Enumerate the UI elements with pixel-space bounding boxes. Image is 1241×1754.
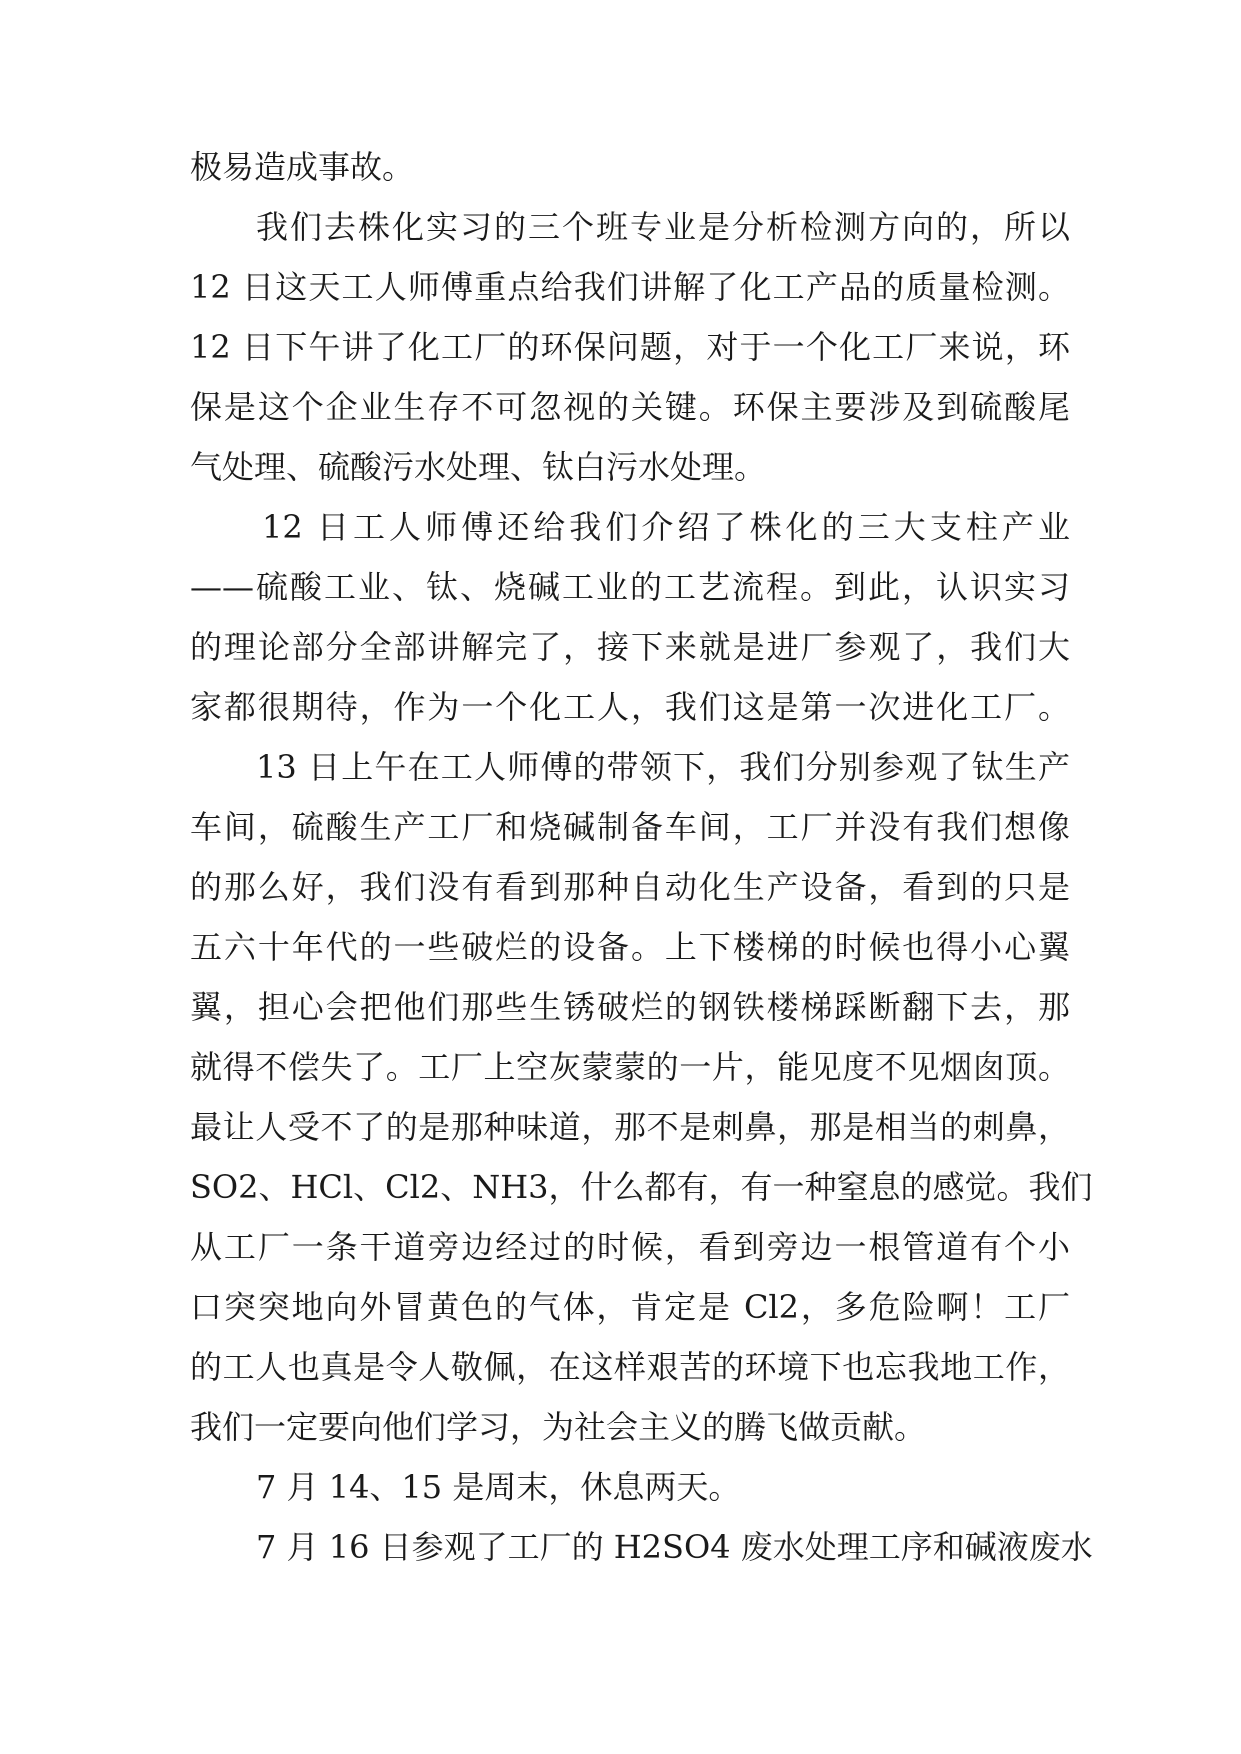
text-line-24: 7 月 16 日参观了工厂的 H2SO4 废水处理工序和碱液废水 xyxy=(256,1528,1093,1566)
text-line-20: 口突突地向外冒黄色的气体，肯定是 Cl2，多危险啊！工厂 xyxy=(190,1288,1070,1326)
text-line-10: 家都很期待，作为一个化工人，我们这是第一次进化工厂。 xyxy=(190,688,1070,726)
text-line-17: 最让人受不了的是那种味道，那不是刺鼻，那是相当的刺鼻， xyxy=(190,1108,1070,1146)
text-line-7: 12 日工人师傅还给我们介绍了株化的三大支柱产业 xyxy=(262,508,1070,546)
text-line-19: 从工厂一条干道旁边经过的时候，看到旁边一根管道有个小 xyxy=(190,1228,1070,1266)
text-line-13: 的那么好，我们没有看到那种自动化生产设备，看到的只是 xyxy=(190,868,1070,906)
text-line-3: 12 日这天工人师傅重点给我们讲解了化工产品的质量检测。 xyxy=(190,268,1070,306)
text-line-23: 7 月 14、15 是周末，休息两天。 xyxy=(256,1468,741,1506)
text-line-4: 12 日下午讲了化工厂的环保问题，对于一个化工厂来说，环 xyxy=(190,328,1070,366)
text-line-12: 车间，硫酸生产工厂和烧碱制备车间，工厂并没有我们想像 xyxy=(190,808,1070,846)
text-line-18: SO2、HCl、Cl2、NH3，什么都有，有一种窒息的感觉。我们 xyxy=(190,1168,1093,1206)
text-line-16: 就得不偿失了。工厂上空灰蒙蒙的一片，能见度不见烟囱顶。 xyxy=(190,1048,1070,1086)
text-line-6: 气处理、硫酸污水处理、钛白污水处理。 xyxy=(190,448,767,486)
text-line-21: 的工人也真是令人敬佩，在这样艰苦的环境下也忘我地工作， xyxy=(190,1348,1070,1386)
text-line-2: 我们去株化实习的三个班专业是分析检测方向的，所以 xyxy=(256,208,1070,246)
text-line-8: ——硫酸工业、钛、烧碱工业的工艺流程。到此，认识实习 xyxy=(190,568,1070,606)
text-line-11: 13 日上午在工人师傅的带领下，我们分别参观了钛生产 xyxy=(256,748,1070,786)
text-line-5: 保是这个企业生存不可忽视的关键。环保主要涉及到硫酸尾 xyxy=(190,388,1070,426)
text-line-22: 我们一定要向他们学习，为社会主义的腾飞做贡献。 xyxy=(190,1408,927,1446)
text-line-14: 五六十年代的一些破烂的设备。上下楼梯的时候也得小心翼 xyxy=(190,928,1070,966)
text-line-9: 的理论部分全部讲解完了，接下来就是进厂参观了，我们大 xyxy=(190,628,1070,666)
text-line-1: 极易造成事故。 xyxy=(190,148,415,186)
text-line-15: 翼，担心会把他们那些生锈破烂的钢铁楼梯踩断翻下去，那 xyxy=(190,988,1070,1026)
